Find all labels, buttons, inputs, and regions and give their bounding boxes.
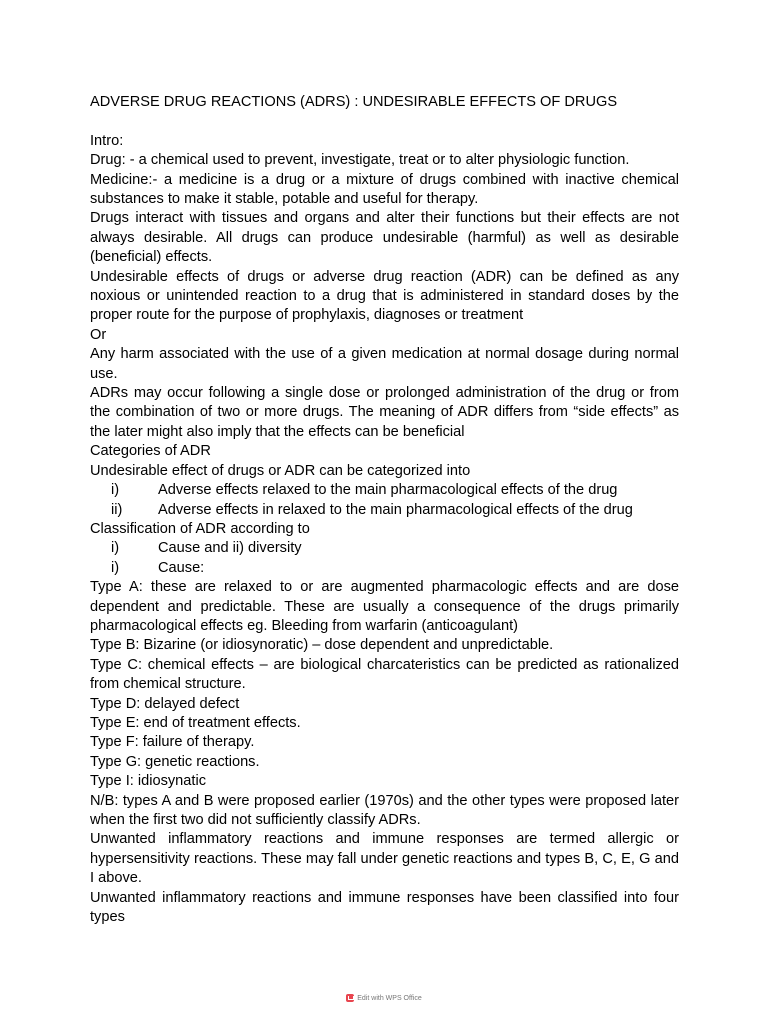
paragraph: Type E: end of treatment effects. xyxy=(90,714,301,731)
list-item xyxy=(90,559,679,578)
paragraph: Undesirable effect of drugs or ADR can be categorized into xyxy=(90,462,471,479)
paragraph: Type I: idiosynatic xyxy=(90,773,206,790)
paragraph: Drug: - a chemical used to prevent, investigate, treat or to alter physiologic function. xyxy=(90,152,630,169)
document-title: ADVERSE DRUG REACTIONS (ADRS) : UNDESIRABLE EFFECTS OF DRUGS xyxy=(90,94,618,110)
list-item-text: Cause: xyxy=(158,559,205,576)
paragraph: Undesirable effects of drugs or adverse drug reaction (ADR) can be defined as any noxious or unintended reaction to a drug that is administered in standard doses by the proper route for the purpose of prophylaxis, diagnoses or treatment xyxy=(90,268,679,324)
wps-footer-label: Edit with WPS Office xyxy=(357,995,422,1002)
paragraph: Type G: genetic reactions. xyxy=(90,753,260,770)
paragraph: Type F: failure of therapy. xyxy=(90,734,255,751)
list-item-text: Adverse effects in relaxed to the main pharmacological effects of the drug xyxy=(158,501,633,518)
document-body xyxy=(90,93,679,927)
paragraph: Classification of ADR according to xyxy=(90,520,310,537)
list-item-number: i) xyxy=(111,482,120,499)
paragraph: Any harm associated with the use of a given medication at normal dosage during normal use. xyxy=(90,346,679,382)
paragraph: Medicine:- a medicine is a drug or a mixture of drugs combined with inactive chemical substances to make it stable, potable and useful for therapy. xyxy=(90,171,679,208)
list-item-text: Cause and ii) diversity xyxy=(158,540,302,557)
paragraph: Drugs interact with tissues and organs and alter their functions but their effects are not always desirable. All drugs can produce undesirable (harmful) as well as desirable (beneficial) effects. xyxy=(90,210,679,266)
list-item-number: i) xyxy=(111,540,120,557)
paragraph: Type D: delayed defect xyxy=(90,695,240,712)
paragraph: Intro: xyxy=(90,132,124,149)
paragraph: Unwanted inflammatory reactions and immune responses are termed allergic or hypersensitivity reactions. These may fall under genetic reactions and types B, C, E, G and I above. xyxy=(90,831,679,887)
wps-footer[interactable] xyxy=(0,994,768,1004)
list-item xyxy=(90,481,679,500)
paragraph: Type B: Bizarine (or idiosynoratic) – dose dependent and unpredictable. xyxy=(90,637,554,654)
paragraph: Unwanted inflammatory reactions and immune responses have been classified into four types xyxy=(90,889,679,926)
list-item xyxy=(90,539,679,558)
paragraph: Type A: these are relaxed to or are augmented pharmacologic effects and are dose dependent and predictable. These are usually a consequence of the drugs primarily pharmacological effects eg. Bleeding from warfarin (anticoagulant) xyxy=(90,579,679,634)
list-item xyxy=(90,501,679,520)
paragraph: Categories of ADR xyxy=(90,443,211,460)
list-item-text: Adverse effects relaxed to the main pharmacological effects of the drug xyxy=(158,482,618,499)
list-item-number: ii) xyxy=(111,501,123,518)
list-item-number: i) xyxy=(111,559,120,576)
paragraph: N/B: types A and B were proposed earlier (1970s) and the other types were proposed later when the first two did not sufficiently classify ADRs. xyxy=(90,792,679,829)
wps-office-icon xyxy=(346,994,354,1002)
document-text xyxy=(90,132,679,928)
paragraph: Or xyxy=(90,326,107,343)
paragraph: ADRs may occur following a single dose or prolonged administration of the drug or from the combination of two or more drugs. The meaning of ADR differs from “side effects” as the later might also imply that the effects can be beneficial xyxy=(90,385,679,440)
paragraph: Type C: chemical effects – are biological charcateristics can be predicted as rationalized from chemical structure. xyxy=(90,656,679,693)
